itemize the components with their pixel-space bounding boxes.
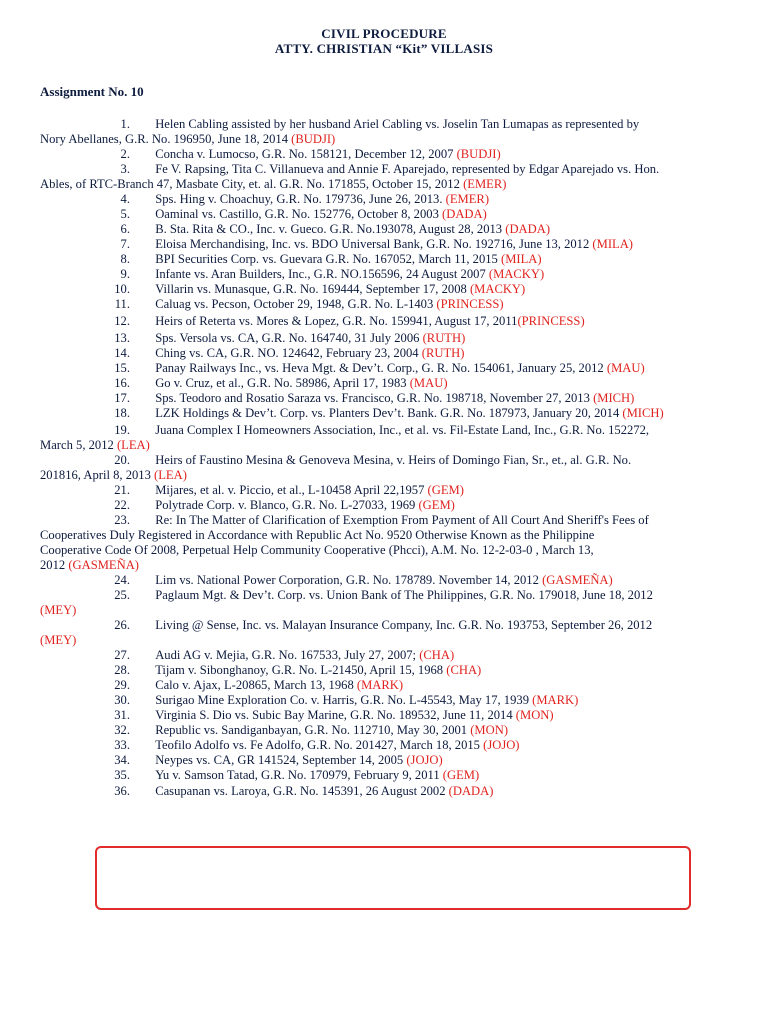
assignee-name: (MACKY) xyxy=(469,282,526,296)
case-number: 25. xyxy=(114,588,130,602)
assignee-name: (MEY) xyxy=(40,633,77,647)
case-entry xyxy=(40,648,740,663)
assignee-name: (MON) xyxy=(515,708,554,722)
case-entry xyxy=(40,267,740,282)
assignee-name: (MICH) xyxy=(593,391,635,405)
case-text: Calo v. Ajax, L-20865, March 13, 1968 xyxy=(155,678,357,692)
case-text: Fe V. Rapsing, Tita C. Villanueva and Annie F. Aparejado, represented by Edgar Aparejado vs. Hon. xyxy=(155,162,660,176)
case-entry xyxy=(40,406,740,421)
case-entry xyxy=(40,361,740,376)
case-text: Ching vs. CA, G.R. NO. 124642, February 23, 2004 xyxy=(155,346,422,360)
case-text-continued: Ables, of RTC-Branch 47, Masbate City, et. al. G.R. No. 171855, October 15, 2012 xyxy=(40,177,464,191)
case-entry xyxy=(40,391,740,406)
case-text: Sps. Teodoro and Rosatio Saraza vs. Francisco, G.R. No. 198718, November 27, 2013 xyxy=(155,391,594,405)
case-number: 34. xyxy=(114,753,130,767)
case-text: Re: In The Matter of Clarification of Exemption From Payment of All Court And Sheriff's Fees of xyxy=(155,513,649,527)
case-number: 35. xyxy=(114,768,130,782)
assignee-name: (CHA) xyxy=(446,663,482,677)
case-entry xyxy=(40,331,740,346)
case-entry xyxy=(40,346,740,361)
assignee-name: (JOJO) xyxy=(406,753,443,767)
case-entry xyxy=(40,147,740,162)
case-text: Eloisa Merchandising, Inc. vs. BDO Universal Bank, G.R. No. 192716, June 13, 2012 xyxy=(155,237,593,251)
case-number: 6. xyxy=(120,222,130,236)
assignee-name: (GEM) xyxy=(442,768,480,782)
case-number: 5. xyxy=(120,207,130,221)
case-number: 28. xyxy=(114,663,130,677)
case-text: Concha v. Lumocso, G.R. No. 158121, December 12, 2007 xyxy=(155,147,457,161)
case-entry xyxy=(40,498,740,513)
case-number: 8. xyxy=(120,252,130,266)
case-text-continued: March 5, 2012 xyxy=(40,438,117,452)
assignee-name: (EMER) xyxy=(445,192,490,206)
case-entry xyxy=(40,768,740,783)
case-number: 36. xyxy=(114,784,130,798)
case-text: Mijares, et al. v. Piccio, et al., L-10458 April 22,1957 xyxy=(155,483,428,497)
assignee-name: (MEY) xyxy=(40,603,77,617)
case-number: 26. xyxy=(114,618,130,632)
case-entry xyxy=(40,162,740,192)
case-entry xyxy=(40,207,740,222)
case-text: Virginia S. Dio vs. Subic Bay Marine, G.R. No. 189532, June 11, 2014 xyxy=(155,708,516,722)
assignee-name: (GASMEÑA) xyxy=(68,558,140,572)
case-entry xyxy=(40,252,740,267)
course-title: CIVIL PROCEDURE xyxy=(321,26,447,41)
case-number: 13. xyxy=(114,331,130,345)
case-entry xyxy=(40,663,740,678)
case-text: Yu v. Samson Tatad, G.R. No. 170979, February 9, 2011 xyxy=(155,768,443,782)
case-number: 33. xyxy=(114,738,130,752)
case-text: Polytrade Corp. v. Blanco, G.R. No. L-27033, 1969 xyxy=(155,498,419,512)
case-number: 2. xyxy=(120,147,130,161)
assignee-name: (JOJO) xyxy=(483,738,520,752)
case-number: 14. xyxy=(114,346,130,360)
case-text: Paglaum Mgt. & Dev’t. Corp. vs. Union Bank of The Philippines, G.R. No. 179018, June 18, 2012 xyxy=(155,588,653,602)
assignee-name: (GEM) xyxy=(418,498,455,512)
case-entry xyxy=(40,453,740,483)
case-number: 10. xyxy=(114,282,130,296)
assignee-name: (GEM) xyxy=(427,483,464,497)
assignee-name: (EMER) xyxy=(463,177,507,191)
case-number: 7. xyxy=(120,237,130,251)
case-text: Sps. Hing v. Choachuy, G.R. No. 179736, June 26, 2013. xyxy=(155,192,446,206)
case-text: Villarin vs. Munasque, G.R. No. 169444, September 17, 2008 xyxy=(155,282,470,296)
assignee-name: (GASMEÑA) xyxy=(542,573,613,587)
case-entry xyxy=(40,423,740,453)
assignee-name: (RUTH) xyxy=(421,346,465,360)
assignee-name: (MARK) xyxy=(356,678,404,692)
case-number: 27. xyxy=(114,648,130,662)
case-number: 3. xyxy=(120,162,130,176)
case-text: B. Sta. Rita & CO., Inc. v. Gueco. G.R. No.193078, August 28, 2013 xyxy=(155,222,506,236)
case-number: 4. xyxy=(120,192,130,206)
case-text: Lim vs. National Power Corporation, G.R. No. 178789. November 14, 2012 xyxy=(155,573,543,587)
case-entry xyxy=(40,708,740,723)
case-number: 19. xyxy=(114,423,130,437)
case-text: BPI Securities Corp. vs. Guevara G.R. No. 167052, March 11, 2015 xyxy=(155,252,502,266)
case-text: Neypes vs. CA, GR 141524, September 14, 2005 xyxy=(155,753,407,767)
case-entry xyxy=(40,618,740,648)
assignee-name: (MILA) xyxy=(501,252,542,266)
assignee-name: (PRINCESS) xyxy=(436,297,504,311)
assignee-name: (MICH) xyxy=(622,406,664,420)
case-text: Oaminal vs. Castillo, G.R. No. 152776, October 8, 2003 xyxy=(155,207,443,221)
case-text-continued: Nory Abellanes, G.R. No. 196950, June 18, 2014 xyxy=(40,132,292,146)
case-text: Infante vs. Aran Builders, Inc., G.R. NO.156596, 24 August 2007 xyxy=(155,267,489,281)
case-entry xyxy=(40,678,740,693)
case-number: 12. xyxy=(114,314,130,328)
assignee-name: (DADA) xyxy=(442,207,487,221)
case-entry xyxy=(40,573,740,588)
case-entry xyxy=(40,117,740,147)
case-number: 11. xyxy=(114,297,130,311)
assignee-name: (MACKY) xyxy=(488,267,545,281)
case-text: LZK Holdings & Dev’t. Corp. vs. Planters Dev’t. Bank. G.R. No. 187973, January 20, 2014 xyxy=(155,406,623,420)
case-entry xyxy=(40,738,740,753)
case-number: 24. xyxy=(114,573,130,587)
case-number: 1. xyxy=(120,117,130,131)
assignee-name: (CHA) xyxy=(419,648,455,662)
case-number: 16. xyxy=(114,376,130,390)
case-text: Heirs of Faustino Mesina & Genoveva Mesina, v. Heirs of Domingo Fian, Sr., et., al. G.R. No. xyxy=(155,453,632,467)
case-text: Teofilo Adolfo vs. Fe Adolfo, G.R. No. 201427, March 18, 2015 xyxy=(155,738,484,752)
case-text: Panay Railways Inc., vs. Heva Mgt. & Dev’t. Corp., G. R. No. 154061, January 25, 2012 xyxy=(155,361,607,375)
case-number: 30. xyxy=(114,693,130,707)
case-number: 15. xyxy=(114,361,130,375)
assignee-name: (BUDJI) xyxy=(456,147,501,161)
case-text: Heirs of Reterta vs. Mores & Lopez, G.R. No. 159941, August 17, 2011 xyxy=(155,314,518,328)
case-text: Sps. Versola vs. CA, G.R. No. 164740, 31 July 2006 xyxy=(155,331,423,345)
case-entry xyxy=(40,282,740,297)
case-text: Casupanan vs. Laroya, G.R. No. 145391, 26 August 2002 xyxy=(155,784,449,798)
assignee-name: (RUTH) xyxy=(422,331,466,345)
assignee-name: (MAU) xyxy=(606,361,645,375)
case-number: 9. xyxy=(120,267,130,281)
case-text: Living @ Sense, Inc. vs. Malayan Insurance Company, Inc. G.R. No. 193753, September 26, 2012 xyxy=(155,618,653,632)
assignee-name: (DADA) xyxy=(505,222,551,236)
case-entry xyxy=(40,483,740,498)
case-entry xyxy=(40,753,740,768)
case-entry xyxy=(40,297,740,312)
case-entry xyxy=(40,376,740,391)
case-entry xyxy=(40,588,740,618)
case-number: 23. xyxy=(114,513,130,527)
case-entry xyxy=(40,237,740,252)
case-entry xyxy=(40,723,740,738)
case-number: 21. xyxy=(114,483,130,497)
assignee-name: (LEA) xyxy=(116,438,150,452)
assignee-name: (MAU) xyxy=(409,376,448,390)
case-number: 32. xyxy=(114,723,130,737)
case-text: Helen Cabling assisted by her husband Ariel Cabling vs. Joselin Tan Lumapas as represented by xyxy=(155,117,640,131)
case-number: 18. xyxy=(114,406,130,420)
case-text: Caluag vs. Pecson, October 29, 1948, G.R. No. L-1403 xyxy=(155,297,437,311)
case-number: 17. xyxy=(114,391,130,405)
case-text: Tijam v. Sibonghanoy, G.R. No. L-21450, April 15, 1968 xyxy=(155,663,447,677)
case-entry xyxy=(40,314,740,329)
case-number: 31. xyxy=(114,708,130,722)
case-text: Juana Complex I Homeowners Association, Inc., et al. vs. Fil-Estate Land, Inc., G.R. No. 152272, xyxy=(155,423,650,437)
assignee-name: (MON) xyxy=(470,723,509,737)
assignee-name: (LEA) xyxy=(154,468,187,482)
case-number: 22. xyxy=(114,498,130,512)
case-text-continued: Cooperative Code Of 2008, Perpetual Help Community Cooperative (Phcci), A.M. No. 12-2-03-0 , March 13, xyxy=(40,543,594,557)
case-number: 20. xyxy=(114,453,130,467)
case-text-continued: 201816, April 8, 2013 xyxy=(40,468,155,482)
assignee-name: (MARK) xyxy=(532,693,579,707)
case-text: Republic vs. Sandiganbayan, G.R. No. 112710, May 30, 2001 xyxy=(155,723,471,737)
case-entry xyxy=(40,513,740,573)
case-entry xyxy=(40,784,740,799)
case-text-continued: Cooperatives Duly Registered in Accordance with Republic Act No. 9520 Otherwise Known as the Philippine xyxy=(40,528,595,542)
assignee-name: (PRINCESS) xyxy=(517,314,585,328)
assignment-title: Assignment No. 10 xyxy=(40,84,144,99)
case-text: Go v. Cruz, et al., G.R. No. 58986, April 17, 1983 xyxy=(155,376,410,390)
assignee-name: (BUDJI) xyxy=(291,132,336,146)
case-entry xyxy=(40,693,740,708)
assignee-name: (MILA) xyxy=(592,237,633,251)
case-number: 29. xyxy=(114,678,130,692)
case-text: Audi AG v. Mejia, G.R. No. 167533, July 27, 2007; xyxy=(155,648,420,662)
empty-text-box xyxy=(95,846,691,910)
instructor-name: ATTY. CHRISTIAN “Kit” VILLASIS xyxy=(274,41,494,56)
case-entry xyxy=(40,222,740,237)
case-entry xyxy=(40,192,740,207)
case-text: Surigao Mine Exploration Co. v. Harris, G.R. No. L-45543, May 17, 1939 xyxy=(155,693,533,707)
assignee-name: (DADA) xyxy=(448,784,494,798)
case-text-continued: 2012 xyxy=(40,558,69,572)
